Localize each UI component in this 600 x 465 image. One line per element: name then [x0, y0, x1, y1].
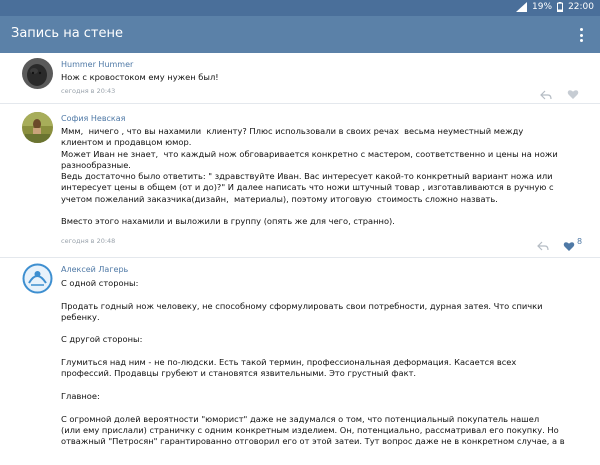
like-count: 8 [577, 237, 583, 246]
comment-author[interactable]: София Невская [61, 114, 126, 123]
more-vert-icon[interactable] [572, 25, 590, 45]
reply-icon[interactable] [540, 85, 552, 95]
comment-author[interactable]: Hummer Hummer [61, 60, 134, 69]
page-title: Запись на стене [11, 26, 124, 41]
heart-icon[interactable] [567, 85, 579, 96]
comment-item [0, 53, 600, 104]
comment-text: Нож с кровостоком ему нужен был! [61, 72, 219, 82]
comment-item [0, 258, 600, 465]
signal-icon [516, 2, 527, 12]
status-bar [0, 0, 600, 16]
avatar[interactable] [22, 263, 53, 294]
app-bar [0, 16, 600, 53]
comment-text: Ммм, ничего , что вы нахамили клиенту? Плюс использовали в своих речах весьма неуместный между клиентом и продавцом юмор. Может Иван не знает, что каждый нож обговаривается конкретно с мастером, соответственно и цены на ножи разнообразные. Ведь достаточно было ответить: " здравствуйте Иван. Вас интересует какой-то конкретный вариант ножа или интересует цены в общем (от и до)?" И далее написать что ножи штучный товар , изготавливаются в ручную с учетом пожеланий заказчика(дизайн, материалы), поэтому итоговую стоимость сложно назвать. Вместо этого нахамили и выложили в группу (опять же для чего, странно). [61, 126, 558, 227]
heart-icon[interactable] [563, 237, 575, 248]
battery-percent: 19% [532, 2, 553, 12]
comment-author[interactable]: Алексей Лагерь [61, 265, 129, 274]
comment-item [0, 104, 600, 258]
battery-icon [557, 2, 563, 12]
avatar[interactable] [22, 58, 53, 89]
comment-time: сегодня в 20:43 [61, 87, 116, 95]
comment-text: С одной стороны: Продать годный нож человеку, не способному сформулировать свои потребности, дурная затея. Что спички ребенку. С другой стороны: Глумиться над ним - не по-людски. Есть такой термин, профессиональная деформация. Касается всех профессий. Продавцы грубеют и становятся язвительными. Это грустный факт. Главное: С огромной долей вероятности "юморист" даже не задумался о том, что потенциальный покупатель нашел (или ему прислали) страничку с одним конкретным изделием. Он, потенциально, рассматривал его покупку. Но отважный "Петросян" гарантированно отговорил его от этой затеи. Тут вопрос даже не в конкретном случае, а в [61, 278, 565, 447]
clock: 22:00 [568, 2, 594, 12]
comment-time: сегодня в 20:48 [61, 237, 116, 245]
reply-icon[interactable] [537, 236, 549, 246]
avatar[interactable] [22, 112, 53, 143]
